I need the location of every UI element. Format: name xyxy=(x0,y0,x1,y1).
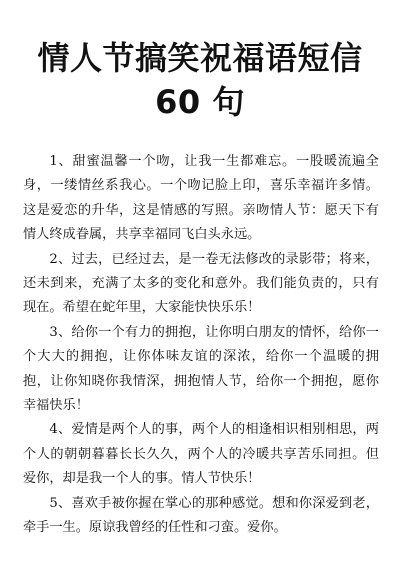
paragraph-2: 2、过去，已经过去，是一卷无法修改的录影带；将来，还未到来，充满了太多的变化和意外。我们能负责的，只有现在。希望在蛇年里，大家能快快乐乐！ xyxy=(23,251,379,316)
paragraph-3: 3、给你一个有力的拥抱，让你明白朋友的情怀，给你一个大大的拥抱，让你体味友谊的深浓，给你一个温暖的拥抱，让你知晓你我情深，拥抱情人节，给你一个拥抱，愿你幸福快乐！ xyxy=(23,324,379,414)
paragraph-5: 5、喜欢手被你握在掌心的那种感觉。想和你深爱到老，牵手一生。原谅我曾经的任性和刁蛮。爱你。 xyxy=(23,495,379,536)
paragraph-1: 1、甜蜜温馨一个吻，让我一生都难忘。一股暖流遍全身，一缕情丝系我心。一个吻记脸上印，喜乐幸福许多情。这是爱恋的升华，这是情感的写照。亲吻情人节：愿天下有情人终成眷属，共享幸福同飞白头永远。 xyxy=(23,154,379,243)
document-body xyxy=(23,150,379,541)
paragraph-4: 4、爱情是两个人的事，两个人的相逢相识相别相思，两个人的朝朝暮暮长长久久，两个人的冷暖共享苦乐同担。但爱你，却是我一个人的事。情人节快乐！ xyxy=(23,422,379,487)
document-title: 情人节搞笑祝福语短信 60 句 xyxy=(37,39,363,121)
